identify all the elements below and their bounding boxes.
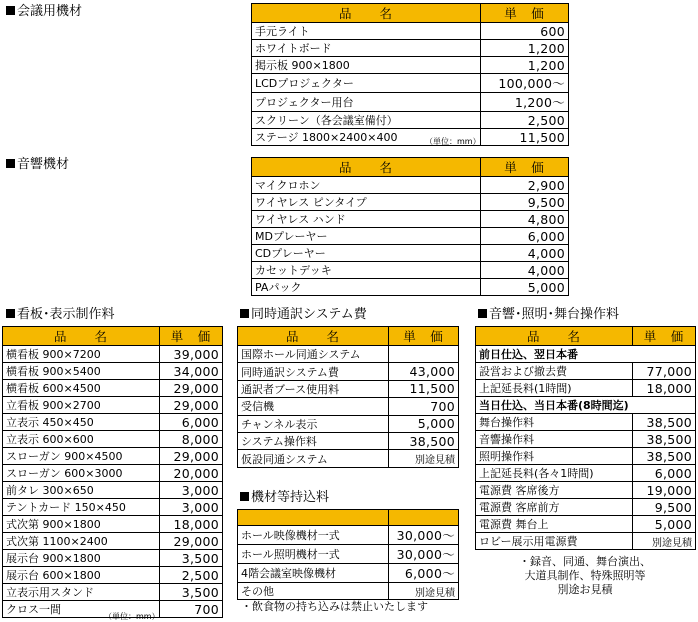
table-row — [238, 398, 459, 415]
item-price: 9,500 — [481, 194, 569, 211]
item-name: ホワイトボード — [252, 40, 481, 57]
table-row — [3, 346, 223, 363]
col-header-name: 品 名 — [3, 327, 160, 346]
table-row — [252, 194, 569, 211]
table-row — [252, 112, 569, 129]
item-name: 横看板 600×4500 — [3, 380, 160, 397]
item-name: 舞台操作料 — [476, 414, 633, 431]
table-row — [3, 550, 223, 567]
table-row — [252, 211, 569, 228]
item-price: 4,000 — [481, 245, 569, 262]
signboard-section-title — [6, 308, 115, 322]
item-name: システム操作料 — [238, 432, 389, 449]
item-price: 6,000〜 — [389, 564, 459, 583]
item-name: ワイヤレス ピンタイプ — [252, 194, 481, 211]
square-bullet-icon — [240, 309, 249, 318]
col-header-price: 単 価 — [481, 158, 569, 177]
operation-note-line-3: 別途お見積 — [557, 583, 613, 596]
item-name: チャンネル表示 — [238, 415, 389, 432]
operation-note-line-2: 大道具制作、特殊照明等 — [524, 569, 646, 582]
item-price: 38,500 — [633, 431, 696, 448]
meeting-unit-note: （単位：mm） — [425, 137, 481, 146]
item-price: 3,500 — [160, 550, 223, 567]
table-row — [238, 363, 459, 380]
item-name: 電源費 舞台上 — [476, 516, 633, 533]
table-row — [3, 380, 223, 397]
item-name: ワイヤレス ハンド — [252, 211, 481, 228]
table-row — [252, 57, 569, 74]
bringin-price-table — [237, 509, 459, 600]
table-row — [3, 516, 223, 533]
item-price: 29,000 — [160, 448, 223, 465]
item-name: CDプレーヤー — [252, 245, 481, 262]
bringin-section-title — [240, 491, 329, 505]
item-price: 600 — [481, 23, 569, 40]
item-name: スローガン 600×3000 — [3, 465, 160, 482]
item-price: 5,000 — [389, 415, 459, 432]
table-row — [3, 431, 223, 448]
item-name: MDプレーヤー — [252, 228, 481, 245]
table-row — [238, 545, 459, 564]
table-row — [252, 228, 569, 245]
table-row — [3, 567, 223, 584]
item-price: 3,000 — [160, 499, 223, 516]
item-name: 4階会議室映像機材 — [238, 564, 389, 583]
item-name: 展示台 600×1800 — [3, 567, 160, 584]
item-price: 11,500 — [389, 380, 459, 397]
item-price: 700 — [389, 398, 459, 415]
item-name: 音響操作料 — [476, 431, 633, 448]
table-subheader-row — [476, 397, 696, 414]
item-name: LCDプロジェクター — [252, 74, 481, 93]
item-price: 別途見積 — [389, 450, 459, 467]
item-price: 5,000 — [633, 516, 696, 533]
table-row — [3, 465, 223, 482]
col-header-price: 単 価 — [481, 4, 569, 23]
item-price: 30,000〜 — [389, 526, 459, 545]
square-bullet-icon — [6, 309, 15, 318]
item-price: 34,000 — [160, 363, 223, 380]
table-subheader: 当日仕込、当日本番(8時間迄) — [476, 397, 696, 414]
table-row — [252, 245, 569, 262]
meeting-title-text: 会議用機材 — [17, 4, 83, 19]
bringin-header-blank-2 — [389, 510, 459, 526]
table-row — [252, 74, 569, 93]
col-header-name: 品 名 — [476, 327, 633, 346]
table-row — [3, 584, 223, 601]
table-row — [238, 583, 459, 600]
operation-price-table — [475, 326, 696, 550]
item-name: 前タレ 300×650 — [3, 482, 160, 499]
item-name: 電源費 客席後方 — [476, 482, 633, 499]
col-header-name: 品 名 — [238, 327, 389, 346]
item-price: 6,000 — [160, 414, 223, 431]
item-price: 38,500 — [633, 448, 696, 465]
item-name: 手元ライト — [252, 23, 481, 40]
item-name: 横看板 900×7200 — [3, 346, 160, 363]
table-row — [3, 499, 223, 516]
table-row — [476, 380, 696, 397]
item-price: 別途見積 — [389, 583, 459, 600]
square-bullet-icon — [6, 159, 15, 168]
table-row — [252, 177, 569, 194]
item-price: 2,500 — [160, 567, 223, 584]
item-price: 29,000 — [160, 397, 223, 414]
signboard-title-text: 看板･表示制作料 — [17, 307, 115, 322]
table-subheader: 前日仕込、翌日本番 — [476, 346, 696, 363]
bringin-header-blank — [238, 510, 389, 526]
item-name: 上記延長料(各々1時間) — [476, 465, 633, 482]
item-name: 受信機 — [238, 398, 389, 415]
item-price: 8,000 — [160, 431, 223, 448]
item-price: 29,000 — [160, 533, 223, 550]
table-row — [238, 526, 459, 545]
item-name: 電源費 客席前方 — [476, 499, 633, 516]
operation-note-line-1: ・録音、同通、舞台演出、 — [519, 555, 651, 568]
item-price: 6,000 — [481, 228, 569, 245]
item-name: 展示台 900×1800 — [3, 550, 160, 567]
item-price: 43,000 — [389, 363, 459, 380]
item-name: 照明操作料 — [476, 448, 633, 465]
square-bullet-icon — [6, 6, 15, 15]
item-price — [389, 346, 459, 363]
item-price: 77,000 — [633, 363, 696, 380]
item-price: 700 — [160, 601, 223, 618]
meeting-section-title — [6, 5, 82, 19]
table-row — [476, 363, 696, 380]
item-name: その他 — [238, 583, 389, 600]
col-header-price: 単 価 — [633, 327, 696, 346]
item-price: 100,000〜 — [481, 74, 569, 93]
item-price: 4,800 — [481, 211, 569, 228]
item-price: 6,000 — [633, 465, 696, 482]
table-row — [3, 448, 223, 465]
item-name: 式次第 900×1800 — [3, 516, 160, 533]
item-price: 3,500 — [160, 584, 223, 601]
item-name: ホール映像機材一式 — [238, 526, 389, 545]
signboard-unit-note: （単位：mm） — [104, 612, 160, 621]
table-row — [476, 431, 696, 448]
table-row — [252, 279, 569, 296]
item-name: 上記延長料(1時間) — [476, 380, 633, 397]
item-name: 仮設同通システム — [238, 450, 389, 467]
item-name: 同時通訳システム費 — [238, 363, 389, 380]
table-row — [238, 432, 459, 449]
item-name: ステージ 1800×2400×400 — [252, 129, 481, 146]
table-row — [476, 499, 696, 516]
interpret-section-title — [240, 308, 367, 322]
table-row — [252, 93, 569, 112]
item-name: プロジェクター用台 — [252, 93, 481, 112]
item-price: 20,000 — [160, 465, 223, 482]
item-price: 11,500 — [481, 129, 569, 146]
item-price: 1,200 — [481, 57, 569, 74]
item-name: クロス一間 — [3, 601, 160, 618]
signboard-price-table — [2, 326, 223, 618]
item-price: 1,200〜 — [481, 93, 569, 112]
table-row — [476, 533, 696, 550]
col-header-name: 品 名 — [252, 4, 481, 23]
item-name: スクリーン（各会議室備付） — [252, 112, 481, 129]
table-row — [3, 363, 223, 380]
operation-section-title — [478, 308, 619, 322]
table-row — [252, 23, 569, 40]
item-price: 2,500 — [481, 112, 569, 129]
item-price: 30,000〜 — [389, 545, 459, 564]
item-price: 19,000 — [633, 482, 696, 499]
item-name: カセットデッキ — [252, 262, 481, 279]
item-name: ロビー展示用電源費 — [476, 533, 633, 550]
item-price: 18,000 — [633, 380, 696, 397]
item-name: 通訳者ブース使用料 — [238, 380, 389, 397]
item-price: 3,000 — [160, 482, 223, 499]
item-price: 5,000 — [481, 279, 569, 296]
item-name: 設営および撤去費 — [476, 363, 633, 380]
item-name: テントカード 150×450 — [3, 499, 160, 516]
bringin-title-text: 機材等持込料 — [251, 490, 330, 505]
item-price: 1,200 — [481, 40, 569, 57]
item-price: 4,000 — [481, 262, 569, 279]
item-name: 国際ホール同通システム — [238, 346, 389, 363]
meeting-price-table — [251, 3, 569, 146]
col-header-price: 単 価 — [160, 327, 223, 346]
item-name: スローガン 900×4500 — [3, 448, 160, 465]
item-price: 2,900 — [481, 177, 569, 194]
table-row — [3, 533, 223, 550]
item-name: PAパック — [252, 279, 481, 296]
table-row — [476, 516, 696, 533]
item-name: 式次第 1100×2400 — [3, 533, 160, 550]
table-row — [238, 415, 459, 432]
square-bullet-icon — [478, 309, 487, 318]
col-header-price: 単 価 — [389, 327, 459, 346]
table-row — [3, 482, 223, 499]
table-row — [252, 40, 569, 57]
item-name: 立表示 600×600 — [3, 431, 160, 448]
item-price: 29,000 — [160, 380, 223, 397]
square-bullet-icon — [240, 492, 249, 501]
table-row — [238, 346, 459, 363]
table-row — [476, 448, 696, 465]
interpret-price-table — [237, 326, 459, 468]
item-name: 横看板 900×5400 — [3, 363, 160, 380]
col-header-name: 品 名 — [252, 158, 481, 177]
interpret-title-text: 同時通訳システム費 — [251, 307, 367, 322]
table-row — [476, 482, 696, 499]
item-price: 別途見積 — [633, 533, 696, 550]
item-price: 38,500 — [389, 432, 459, 449]
sound-price-table — [251, 157, 569, 296]
item-name: ホール照明機材一式 — [238, 545, 389, 564]
sound-section-title — [6, 158, 69, 172]
table-row — [252, 129, 569, 146]
operation-title-text: 音響･照明･舞台操作料 — [489, 307, 620, 322]
table-row — [238, 380, 459, 397]
table-row — [238, 564, 459, 583]
item-price: 38,500 — [633, 414, 696, 431]
table-row — [238, 450, 459, 467]
item-price: 18,000 — [160, 516, 223, 533]
table-row — [3, 397, 223, 414]
table-row — [476, 465, 696, 482]
item-name: 立表示用スタンド — [3, 584, 160, 601]
item-name: 掲示板 900×1800 — [252, 57, 481, 74]
item-price: 39,000 — [160, 346, 223, 363]
table-row — [252, 262, 569, 279]
table-subheader-row — [476, 346, 696, 363]
item-name: 立表示 450×450 — [3, 414, 160, 431]
table-row — [3, 414, 223, 431]
item-name: マイクロホン — [252, 177, 481, 194]
item-name: 立看板 900×2700 — [3, 397, 160, 414]
item-price: 9,500 — [633, 499, 696, 516]
bringin-food-note: ・飲食物の持ち込みは禁止いたします — [241, 600, 428, 613]
sound-title-text: 音響機材 — [17, 157, 70, 172]
table-row — [476, 414, 696, 431]
